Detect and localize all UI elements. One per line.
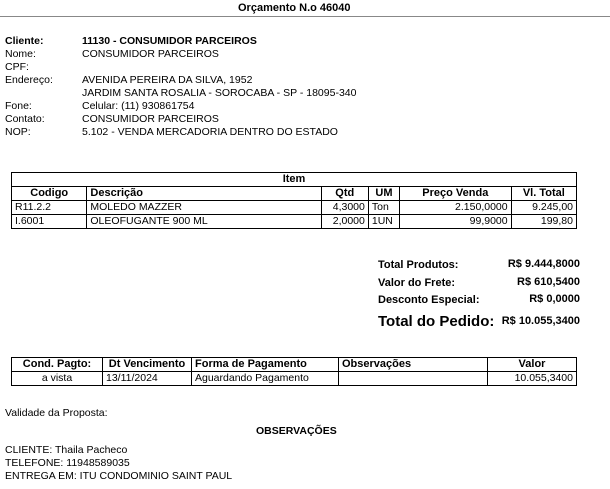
cliente-label: Cliente:	[5, 35, 44, 47]
endereco-label: Endereço:	[5, 74, 53, 86]
col-preco: Preço Venda	[400, 187, 512, 201]
row-codigo: I.6001	[12, 215, 87, 229]
fone-value: Celular: (11) 930861754	[82, 100, 195, 112]
nop-value: 5.102 - VENDA MERCADORIA DENTRO DO ESTADO	[82, 126, 338, 138]
title-divider	[0, 16, 610, 17]
col-codigo: Codigo	[12, 187, 87, 201]
fone-label: Fone:	[5, 100, 32, 112]
desconto-value: R$ 0,0000	[529, 293, 580, 305]
endereco-line1: AVENIDA PEREIRA DA SILVA, 1952	[82, 74, 253, 86]
valor-frete-value: R$ 610,5400	[517, 276, 580, 288]
total-pedido-value: R$ 10.055,3400	[501, 315, 580, 327]
row-obs	[339, 372, 488, 386]
total-produtos-value: R$ 9.444,8000	[507, 258, 580, 270]
row-total: 199,80	[511, 215, 576, 229]
obs-line-entrega: ENTREGA EM: ITU CONDOMINIO SAINT PAUL	[5, 470, 233, 482]
obs-line-telefone: TELEFONE: 11948589035	[5, 457, 130, 469]
row-preco: 2.150,0000	[400, 201, 512, 215]
contato-label: Contato:	[5, 113, 45, 125]
total-pedido-label: Total do Pedido:	[378, 313, 495, 330]
col-obs: Observações	[339, 358, 488, 372]
endereco-line2: JARDIM SANTA ROSALIA - SOROCABA - SP - 18095-340	[82, 87, 357, 99]
nome-label: Nome:	[5, 48, 36, 60]
row-total: 9.245,00	[511, 201, 576, 215]
row-valor: 10.055,3400	[488, 372, 577, 386]
row-um: 1UN	[368, 215, 399, 229]
table-row	[12, 201, 577, 215]
col-um: UM	[368, 187, 399, 201]
cpf-label: CPF:	[5, 61, 29, 73]
table-row	[12, 215, 577, 229]
row-cond: a vista	[12, 372, 103, 386]
col-descricao: Descrição	[87, 187, 321, 201]
total-produtos-label: Total Produtos:	[378, 259, 459, 271]
row-qtd: 4,3000	[321, 201, 368, 215]
valor-frete-label: Valor do Frete:	[378, 277, 456, 289]
row-forma: Aguardando Pagamento	[192, 372, 339, 386]
desconto-label: Desconto Especial:	[378, 294, 480, 306]
row-descricao: OLEOFUGANTE 900 ML	[87, 215, 321, 229]
row-descricao: MOLEDO MAZZER	[87, 201, 321, 215]
col-cond: Cond. Pagto:	[12, 358, 103, 372]
cliente-value: 11130 - CONSUMIDOR PARCEIROS	[82, 35, 257, 47]
observacoes-title: OBSERVAÇÕES	[256, 425, 337, 437]
nop-label: NOP:	[5, 126, 31, 138]
items-caption: Item	[12, 173, 577, 187]
col-qtd: Qtd	[321, 187, 368, 201]
row-preco: 99,9000	[400, 215, 512, 229]
obs-line-cliente: CLIENTE: Thaila Pacheco	[5, 444, 128, 456]
items-table	[11, 172, 577, 229]
col-forma: Forma de Pagamento	[192, 358, 339, 372]
row-um: Ton	[368, 201, 399, 215]
col-valor: Valor	[488, 358, 577, 372]
table-row	[12, 372, 577, 386]
row-qtd: 2,0000	[321, 215, 368, 229]
payment-table	[11, 357, 577, 386]
contato-value: CONSUMIDOR PARCEIROS	[82, 113, 219, 125]
row-codigo: R11.2.2	[12, 201, 87, 215]
col-venc: Dt Vencimento	[103, 358, 192, 372]
col-total: Vl. Total	[511, 187, 576, 201]
row-venc: 13/11/2024	[103, 372, 192, 386]
document-title: Orçamento N.o 46040	[238, 2, 351, 14]
nome-value: CONSUMIDOR PARCEIROS	[82, 48, 219, 60]
validade-label: Validade da Proposta:	[5, 407, 108, 419]
